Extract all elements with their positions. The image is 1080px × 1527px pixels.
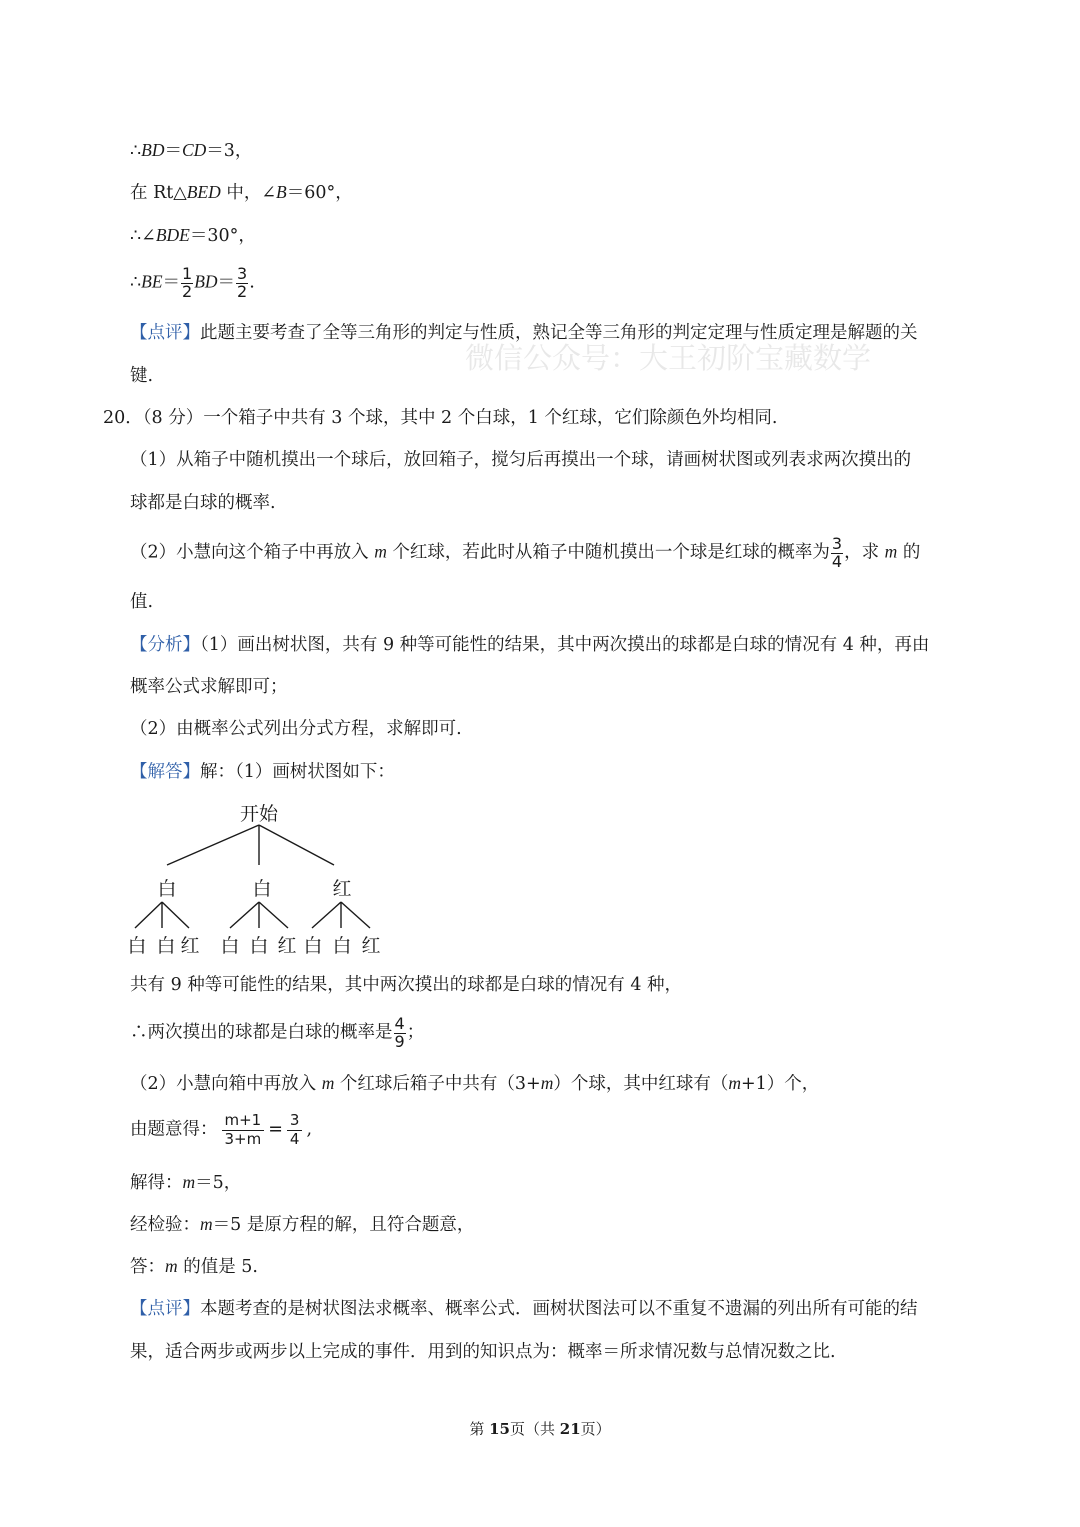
- check-line: [130, 1216, 474, 1235]
- comment-text: 此题主要考查了全等三角形的判定与性质，熟记全等三角形的判定定理与性质定理是解题的关: [200, 323, 918, 343]
- denominator: 3+m: [222, 1130, 265, 1148]
- page-footer: [0, 1418, 1080, 1439]
- numerator: 1: [182, 264, 193, 283]
- denominator: 9: [394, 1032, 405, 1051]
- comment-text: 本题考查的是树状图法求概率、概率公式．画树状图法可以不重复不遗漏的列出所有可能的结: [200, 1299, 918, 1319]
- answer-line-1: [130, 764, 395, 782]
- q20-part1-line-1: （1）从箱子中随机摸出一个球后，放回箱子，搅匀后再摸出一个球，请画树状图或列表求两次摸出的: [130, 450, 912, 470]
- final-answer-line: [130, 1258, 258, 1277]
- analysis-tag: 【分析】: [130, 635, 200, 655]
- denominator: 4: [831, 552, 843, 571]
- text: ∴∠: [130, 226, 156, 246]
- equation-line: [130, 1112, 312, 1148]
- text: ＝5 是原方程的解，且符合题意，: [212, 1215, 475, 1235]
- analysis-text: （1）画出树状图，共有 9 种等可能性的结果，其中两次摸出的球都是白球的情况有 4 种，再由: [200, 635, 930, 655]
- var-m: m: [728, 1073, 741, 1093]
- answer-text: 解：（1）画树状图如下：: [200, 762, 395, 782]
- numerator: 3: [289, 1111, 300, 1129]
- tree-level2-node: 白: [249, 935, 269, 957]
- analysis-line-1: [130, 637, 929, 655]
- var-m: m: [165, 1256, 178, 1276]
- text: 答：: [130, 1257, 165, 1277]
- watermark: 微信公众号：大王初阶宝藏数学: [465, 341, 872, 375]
- prev-comment-line-2: 键.: [130, 366, 154, 386]
- tree-branches: [135, 825, 370, 928]
- solution-part2-line: [130, 1075, 819, 1094]
- equals: ＝: [217, 272, 236, 293]
- equals-sign: =: [268, 1119, 283, 1140]
- solve-line: [130, 1174, 241, 1193]
- footer-text: 页）: [580, 1420, 611, 1438]
- text: ；: [406, 1022, 425, 1043]
- text: ，求: [844, 542, 885, 563]
- tree-root: 开始: [239, 803, 279, 825]
- analysis-line-2: 概率公式求解即可；: [130, 677, 288, 697]
- fraction: [181, 266, 193, 300]
- denominator: 2: [182, 282, 193, 301]
- text: 的值是 5.: [177, 1257, 258, 1277]
- tree-level2-node: 红: [180, 935, 200, 957]
- fraction: [236, 266, 248, 300]
- text: 解得：: [130, 1173, 183, 1193]
- result-line-1: 共有 9 种等可能性的结果，其中两次摸出的球都是白球的情况有 4 种，: [130, 975, 683, 995]
- text: 在 Rt△: [130, 183, 187, 203]
- var-be: BE: [141, 271, 163, 292]
- analysis-line-3: （2）由概率公式列出分式方程，求解即可.: [130, 719, 462, 739]
- numerator: 4: [394, 1014, 405, 1033]
- var-bd: BD: [194, 271, 218, 292]
- text: （2）小慧向这个箱子中再放入: [130, 542, 375, 563]
- question-20-title: 20．（8 分）一个箱子中共有 3 个球，其中 2 个白球，1 个红球，它们除颜色外均相同.: [103, 408, 778, 428]
- tree-level1-node: 白: [157, 878, 177, 900]
- footer-text: 第: [469, 1420, 490, 1438]
- text: ）个球，其中红球有（: [553, 1074, 729, 1094]
- text: ＝30°，: [189, 226, 256, 246]
- comment-tag: 【点评】: [130, 323, 200, 343]
- var-cd: CD: [181, 140, 207, 160]
- footer-text: 页（共: [509, 1420, 560, 1438]
- fraction-left: [222, 1112, 265, 1148]
- equals: ＝: [164, 141, 182, 161]
- triangle-name: BED: [186, 182, 221, 202]
- denominator: 4: [287, 1130, 303, 1148]
- tree-level2-node: 白: [303, 935, 323, 957]
- fraction: [831, 536, 843, 570]
- comment-line-1: [130, 1301, 918, 1319]
- text: 经检验：: [130, 1215, 200, 1235]
- tree-level2-node: 白: [156, 935, 176, 957]
- tree-level2-node: 白: [127, 935, 147, 957]
- tree-diagram: [120, 795, 400, 965]
- var-m: m: [182, 1172, 196, 1192]
- angle-name: BDE: [155, 225, 190, 245]
- tree-level2-node: 红: [361, 935, 381, 957]
- var-m: m: [374, 541, 387, 562]
- therefore-symbol: ∴: [130, 272, 142, 293]
- tree-level2-node: 白: [220, 935, 240, 957]
- fraction-right: [287, 1112, 303, 1148]
- numerator: m+1: [224, 1111, 262, 1129]
- page-number: 15: [489, 1420, 510, 1438]
- tree-level2-node: 红: [277, 935, 297, 957]
- proof-line-1: [130, 142, 252, 161]
- numerator: 3: [831, 534, 843, 553]
- result-line-2: [130, 1016, 424, 1050]
- proof-line-4: [130, 266, 255, 300]
- tree-level1-node: 白: [252, 878, 272, 900]
- q20-part2-line-2: 值.: [130, 592, 154, 612]
- comma: ,: [306, 1119, 313, 1140]
- text: 个红球后箱子中共有（3+: [334, 1074, 541, 1094]
- var-m: m: [540, 1073, 554, 1093]
- q20-part1-line-2: 球都是白球的概率.: [130, 493, 276, 513]
- numerator: 3: [237, 264, 248, 283]
- total-pages: 21: [559, 1420, 581, 1438]
- comment-line-2: 果，适合两步或两步以上完成的事件．用到的知识点为：概率＝所求情况数与总情况数之比.: [130, 1342, 836, 1362]
- var-m: m: [321, 1073, 335, 1093]
- text: 的: [897, 542, 921, 563]
- therefore-symbol: ∴: [130, 141, 142, 161]
- text: 中，∠: [220, 183, 276, 203]
- equals: ＝: [162, 272, 181, 293]
- text: ＝5，: [195, 1173, 242, 1193]
- fraction: [394, 1016, 406, 1050]
- text: ＝60°，: [286, 183, 353, 203]
- text: 个红球，若此时从箱子中随机摸出一个球是红球的概率为: [386, 542, 830, 563]
- text: （2）小慧向箱中再放入: [130, 1074, 322, 1094]
- period: .: [249, 272, 255, 293]
- tree-level1-node: 红: [332, 878, 352, 900]
- var-bd: BD: [141, 140, 165, 160]
- var-m: m: [884, 541, 898, 562]
- denominator: 2: [237, 282, 248, 301]
- text: 由题意得：: [130, 1119, 218, 1140]
- var-m: m: [200, 1214, 213, 1234]
- text: +1）个，: [740, 1074, 820, 1094]
- proof-line-2: [130, 184, 353, 203]
- proof-line-3: [130, 227, 256, 246]
- value-text: ＝3，: [206, 141, 253, 161]
- tree-level2-node: 白: [332, 935, 352, 957]
- q20-part2-line-1: [130, 536, 920, 570]
- angle-name: B: [276, 182, 287, 202]
- answer-tag: 【解答】: [130, 762, 200, 782]
- prev-comment-line-1: [130, 325, 918, 343]
- text: ∴两次摸出的球都是白球的概率是: [130, 1022, 393, 1043]
- comment-tag: 【点评】: [130, 1299, 200, 1319]
